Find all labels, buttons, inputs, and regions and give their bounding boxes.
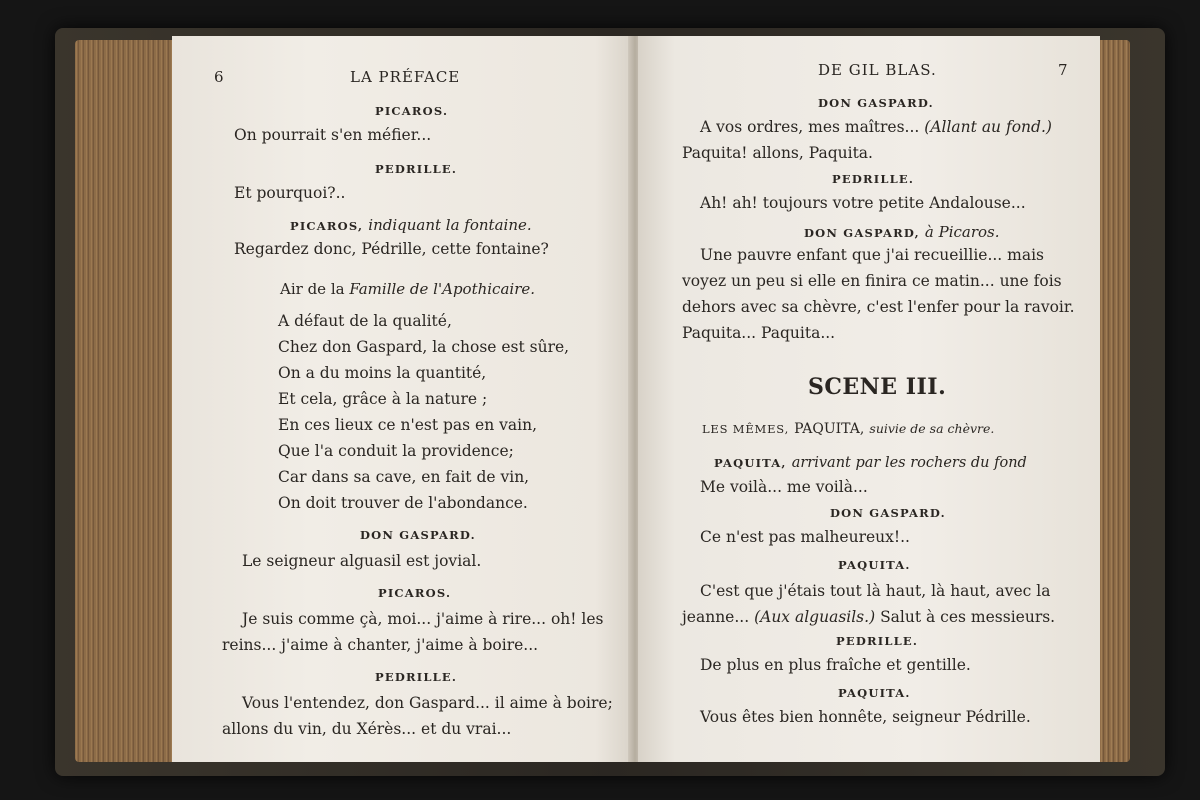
speaker-paquita: PAQUITA. xyxy=(838,686,911,700)
speaker-pedrille: PEDRILLE. xyxy=(375,162,458,176)
dialogue-line: voyez un peu si elle en finira ce matin... une fois xyxy=(682,272,1062,290)
verse-line: On doit trouver de l'abondance. xyxy=(278,494,528,512)
left-page-edges xyxy=(75,40,180,762)
stage-direction: arrivant par les rochers du fond xyxy=(791,455,1027,471)
speaker-pedrille: PEDRILLE. xyxy=(836,634,919,648)
page-number: 6 xyxy=(214,68,224,86)
cast-paquita: PAQUITA, xyxy=(794,421,865,437)
verse-line: Car dans sa cave, en fait de vin, xyxy=(278,468,530,486)
dialogue-line: De plus en plus fraîche et gentille. xyxy=(700,656,971,674)
speaker-don-gaspard: DON GASPARD. xyxy=(830,506,946,520)
speaker-with-direction xyxy=(714,454,1027,471)
stage-direction: indiquant la fontaine. xyxy=(368,216,532,234)
dialogue-line: C'est que j'étais tout là haut, là haut, avec la xyxy=(700,582,1051,600)
speaker-with-direction xyxy=(804,224,1000,240)
verse-line: Chez don Gaspard, la chose est sûre, xyxy=(278,338,570,356)
scene-title: SCENE III. xyxy=(808,374,947,400)
verse-line: On a du moins la quantité, xyxy=(278,364,487,382)
dialogue-line: Regardez donc, Pédrille, cette fontaine? xyxy=(234,240,549,258)
dialogue-line: Le seigneur alguasil est jovial. xyxy=(242,552,482,570)
verse-line: A défaut de la qualité, xyxy=(278,312,452,330)
speaker-picaros: PICAROS. xyxy=(375,104,449,118)
verse-line: Et cela, grâce à la nature ; xyxy=(278,390,488,408)
speaker-pedrille: PEDRILLE. xyxy=(832,172,915,186)
dialogue-line: allons du vin, du Xérès... et du vrai... xyxy=(222,720,512,738)
dialogue-line: Et pourquoi?.. xyxy=(234,184,346,202)
dialogue-line: Me voilà... me voilà... xyxy=(700,478,868,496)
speaker-name: DON GASPARD, xyxy=(804,226,920,240)
speaker-don-gaspard: DON GASPARD. xyxy=(818,96,934,110)
running-head: DE GIL BLAS. xyxy=(818,61,937,79)
verse-line: Que l'a conduit la providence; xyxy=(278,442,514,460)
stage-direction: (Allant au fond.) xyxy=(924,118,1052,136)
dialogue-line: Vous êtes bien honnête, seigneur Pédrille. xyxy=(700,708,1031,726)
stage-direction: à Picaros. xyxy=(924,223,1000,241)
speaker-paquita: PAQUITA. xyxy=(838,558,911,572)
dialogue-text: Salut à ces messieurs. xyxy=(880,608,1056,626)
speaker-with-direction xyxy=(290,217,532,233)
speaker-name: PAQUITA, xyxy=(714,456,787,470)
dialogue-text: A vos ordres, mes maîtres... xyxy=(700,118,920,136)
air-title: Famille de l'Apothicaire. xyxy=(349,280,536,298)
verse-line: En ces lieux ce n'est pas en vain, xyxy=(278,416,537,434)
dialogue-line: Paquita! allons, Paquita. xyxy=(682,144,873,162)
stage-direction: (Aux alguasils.) xyxy=(754,608,876,626)
left-page xyxy=(172,36,632,762)
air-heading xyxy=(280,282,535,297)
speaker-don-gaspard: DON GASPARD. xyxy=(360,528,476,542)
dialogue-line: dehors avec sa chèvre, c'est l'enfer pour la ravoir. xyxy=(682,298,1075,316)
dialogue-line: reins... j'aime à chanter, j'aime à boire... xyxy=(222,636,539,654)
cast-les-memes: LES MÊMES, xyxy=(702,422,790,436)
speaker-picaros: PICAROS. xyxy=(378,586,452,600)
dialogue-line xyxy=(682,610,1055,626)
dialogue-line: Je suis comme çà, moi... j'aime à rire... oh! les xyxy=(242,610,604,628)
right-page xyxy=(638,36,1100,762)
cast-direction: suivie de sa chèvre. xyxy=(869,421,995,436)
dialogue-line: Ah! ah! toujours votre petite Andalouse... xyxy=(700,194,1026,212)
dialogue-line: Une pauvre enfant que j'ai recueillie... mais xyxy=(700,246,1045,264)
dialogue-line: Vous l'entendez, don Gaspard... il aime à boire; xyxy=(242,694,613,712)
dialogue-line: On pourrait s'en méfier... xyxy=(234,126,432,144)
page-number: 7 xyxy=(1058,61,1068,79)
dialogue-line xyxy=(700,120,1052,136)
dialogue-line: Ce n'est pas malheureux!.. xyxy=(700,528,910,546)
air-prefix: Air de la xyxy=(280,280,345,298)
dialogue-text: jeanne... xyxy=(682,608,750,626)
scene-cast xyxy=(702,420,994,436)
dialogue-line: Paquita... Paquita... xyxy=(682,324,836,342)
speaker-name: PICAROS, xyxy=(290,219,364,233)
right-page-edges xyxy=(1095,40,1130,762)
speaker-pedrille: PEDRILLE. xyxy=(375,670,458,684)
running-head: LA PRÉFACE xyxy=(350,68,461,86)
